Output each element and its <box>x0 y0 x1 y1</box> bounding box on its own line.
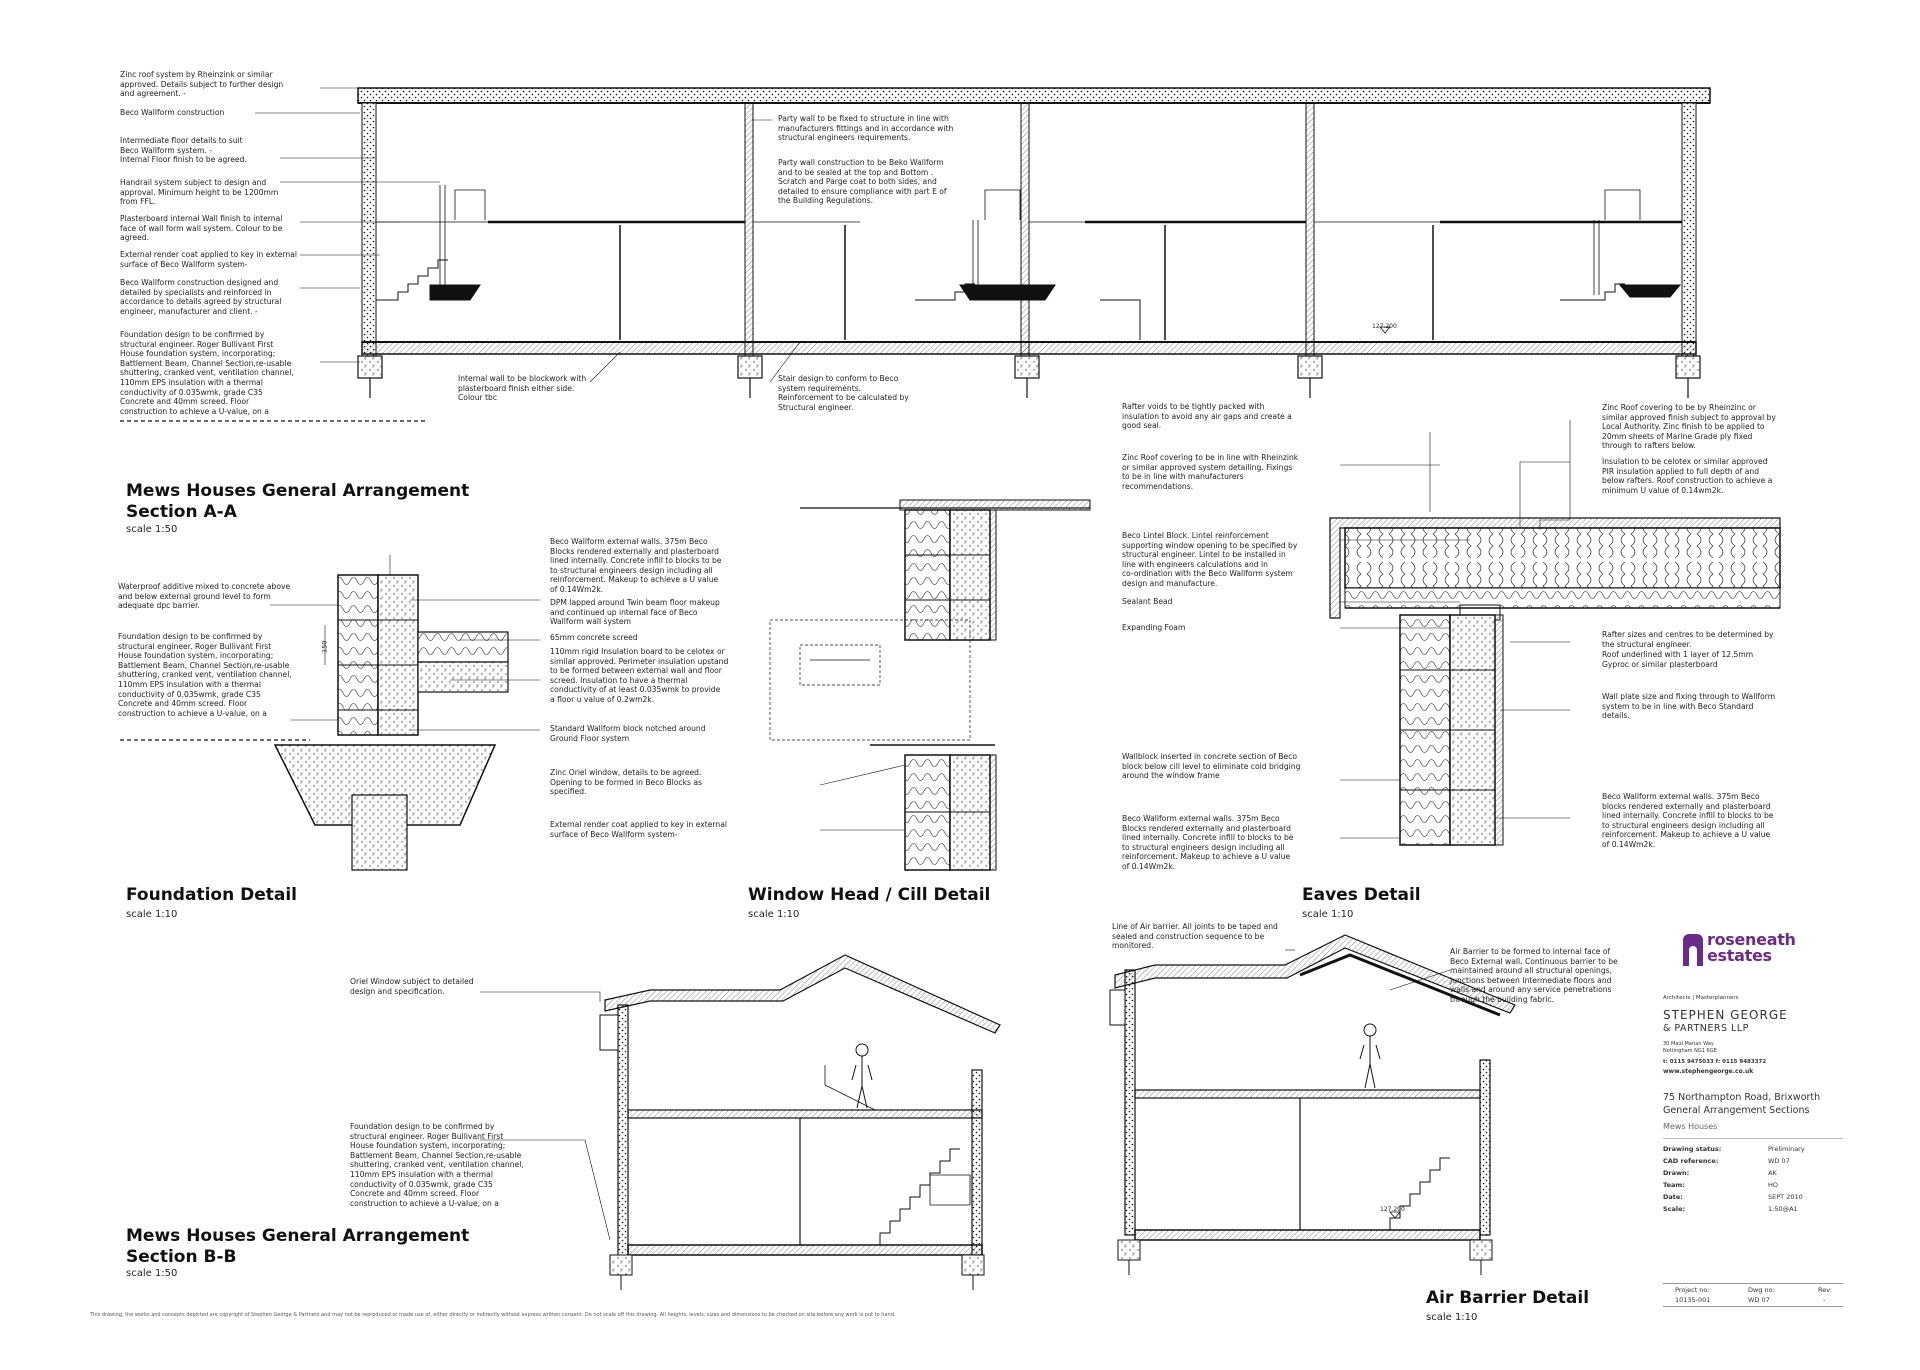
note-foundation-a: Foundation design to be confirmed by structural engineer. Roger Bullivant First House foundation system, incorporating; Battlement Beam, Channel Section,re-usable shuttering, cranked vent, ventilation channel, 110mm EPS insulation with a thermal conductivity of 0.035wmk, grade C35 Concrete and 40mm screed. Floor construction to achieve a U-value, on a <box>120 330 294 416</box>
firm-phone: t: 0115 9475033 f: 0115 9483372 <box>1663 1059 1767 1065</box>
client-logo <box>1683 930 1796 970</box>
note-oriel-window: Zinc Oriel window, details to be agreed. Opening to be formed in Beco Blocks as specified. <box>550 768 702 797</box>
client-logo-mark-cut <box>1689 946 1697 966</box>
note-rafter-voids: Rafter voids to be tightly packed with insulation to avoid any air gaps and create a good seal. <box>1122 402 1292 431</box>
copyright-footer: This drawing, the works and concepts depicted are copyright of Stephen George & Partners and may not be reproduced or made use of, either directly or indirectly without express written consent. Do not scale off this drawing. All heights, levels, sizes and dimensions to be checked on site before any work is put to hand. <box>90 1312 896 1318</box>
title-block <box>1655 925 1855 1310</box>
firm-name-1: STEPHEN GEORGE <box>1663 1008 1788 1022</box>
field-label: Drawn: <box>1663 1169 1690 1177</box>
note-wallblock-cill: Wallblock inserted in concrete section of Beco block below cill level to eliminate cold bridging around the window frame <box>1122 752 1301 781</box>
field-label: CAD reference: <box>1663 1157 1719 1165</box>
note-stair-design: Stair design to conform to Beco system requirements. Reinforcement to be calculated by Structural engineer. <box>778 374 909 412</box>
title-eaves-detail: Eaves Detail <box>1302 885 1421 905</box>
field-value: WD 07 <box>1768 1157 1790 1165</box>
note-sealant-bead: Sealant Bead <box>1122 597 1173 606</box>
title-air-barrier: Air Barrier Detail <box>1426 1288 1590 1308</box>
note-render-coat-w: External render coat applied to key in external surface of Beco Wallform system- <box>550 820 727 839</box>
note-expanding-foam: Expanding Foam <box>1122 623 1186 632</box>
client-logo-text-2: estates <box>1707 946 1772 965</box>
note-foundation-f: Foundation design to be confirmed by structural engineer. Roger Bullivant First House foundation system, incorporating; Battlement Beam, Channel Section,re-usable shuttering, cranked vent, ventilation channel, 110mm EPS insulation with a thermal conductivity of 0.035wmk, grade C35 Concrete and 40mm screed. Floor construction to achieve a U-value, on a <box>118 632 292 718</box>
rev-label: Rev: <box>1818 1286 1832 1294</box>
note-beco-external-walls-f: Beco Wallform external walls. 375m Beco Blocks rendered externally and plasterboard lined internally. Concrete infill to blocks to be to structural engineers design including all reinforcement. Makeup to achieve a U value of 0.14Wm2k. <box>550 537 722 594</box>
section-aa-drawing <box>358 88 1710 398</box>
note-party-wall-fix: Party wall to be fixed to structure in line with manufacturers fittings and in accordance with structural engineers requirements. <box>778 114 954 143</box>
scale-foundation-detail: scale 1:10 <box>126 909 178 920</box>
scale-section-bb: scale 1:50 <box>126 1268 178 1279</box>
title-section-bb: Mews Houses General Arrangement Section B-B <box>126 1226 470 1267</box>
field-label: Drawing status: <box>1663 1145 1722 1153</box>
dwg-no-value: WD 07 <box>1748 1296 1770 1304</box>
scale-window-detail: scale 1:10 <box>748 909 800 920</box>
scale-eaves-detail: scale 1:10 <box>1302 909 1354 920</box>
title-block-divider <box>1663 1138 1843 1139</box>
project-line-2: General Arrangement Sections <box>1663 1105 1810 1116</box>
note-screed: 65mm concrete screed <box>550 633 638 642</box>
firm-address-2: Nottingham NG1 6GE <box>1663 1048 1717 1054</box>
note-dpm: DPM lapped around Twin beam floor makeup and continued up internal face of Beco Wallform wall system <box>550 598 720 627</box>
note-oriel-window-b: Oriel Window subject to detailed design and specification. <box>350 977 474 996</box>
note-wall-plate: Wall plate size and fixing through to Wallform system to be in line with Beco Standard details. <box>1602 692 1776 721</box>
rev-value: - <box>1823 1296 1826 1304</box>
dimension-150: 150 <box>320 640 329 654</box>
note-party-wall-construction: Party wall construction to be Beko Wallform and to be sealed at the top and Bottom . Scratch and Parge coat to both sides, and detailed to ensure compliance with part E of the Building Regulations. <box>778 158 947 206</box>
field-value: AK <box>1768 1169 1777 1177</box>
field-value: SEPT 2010 <box>1768 1193 1803 1201</box>
field-label: Scale: <box>1663 1205 1686 1213</box>
firm-address-1: 30 Maid Marian Way <box>1663 1041 1714 1047</box>
field-value: HO <box>1768 1181 1779 1189</box>
note-plasterboard: Plasterboard internal Wall finish to internal face of wall form wall system. Colour to be agreed. <box>120 214 283 243</box>
note-beco-wallform: Beco Wallform construction <box>120 108 225 117</box>
project-no-label: Project no: <box>1675 1286 1710 1294</box>
note-zinc-covering: Zinc Roof covering to be in line with Rheinzink or similar approved system detailing. Fixings to be in line with manufacturers recommendations. <box>1122 453 1299 491</box>
field-label: Team: <box>1663 1181 1685 1189</box>
note-gyproc: Roof underlined with 1 layer of 12.5mm Gyproc or similar plasterboard <box>1602 650 1754 669</box>
dwg-no-label: Dwg no: <box>1748 1286 1775 1294</box>
note-zinc-rheinzinc: Zinc Roof covering to be by Rheinzinc or similar approved finish subject to approval by Local Authority. Zinc finish to be applied to 20mm sheets of Marine Grade ply fixed through to rafters below. <box>1602 403 1776 451</box>
arch-tagline: Architects | Masterplanners <box>1663 995 1739 1001</box>
note-handrail: Handrail system subject to design and approval. Minimum height to be 1200mm from FFL. <box>120 178 279 207</box>
project-line-3: Mews Houses <box>1663 1122 1718 1131</box>
note-rafter-sizes: Rafter sizes and centres to be determined by the structural engineer. <box>1602 630 1774 649</box>
field-value: 1:50@A1 <box>1768 1205 1798 1213</box>
note-standard-block: Standard Wallform block notched around Ground Floor system <box>550 724 706 743</box>
note-zinc-roof: Zinc roof system by Rheinzink or similar approved. Details subject to further design and agreement. - <box>120 70 284 99</box>
client-logo-text-1: roseneath <box>1707 930 1796 949</box>
note-beco-external-walls-e2: Beco Wallform external walls. 375m Beco blocks rendered externally and plasterboard lined internally. Concrete infill to blocks to be to structural engineers design including all reinforcement. Makeup to achieve a U value of 0.14Wm2k. <box>1602 792 1774 849</box>
foundation-detail-drawing <box>275 575 508 870</box>
scale-section-aa: scale 1:50 <box>126 524 178 535</box>
level-marker-a: 127.200 <box>1372 323 1397 330</box>
project-no-value: 10135-001 <box>1675 1296 1711 1304</box>
note-waterproof: Waterproof additive mixed to concrete above and below external ground level to form adequate dpc barrier. <box>118 582 291 611</box>
note-beco-external-walls-e: Beco Wallform external walls. 375m Beco Blocks rendered externally and plasterboard lined internally. Concrete infill to blocks to be to structural engineers design including all reinforcement. Makeup to achieve a U value of 0.14Wm2k. <box>1122 814 1294 871</box>
project-line-1: 75 Northampton Road, Brixworth <box>1663 1092 1821 1103</box>
note-intermediate-floor: Intermediate floor details to suit Beco Wallform system. - Internal Floor finish to be agreed. <box>120 136 247 165</box>
firm-name-2: & PARTNERS LLP <box>1663 1023 1749 1034</box>
note-foundation-b: Foundation design to be confirmed by structural engineer. Roger Bullivant First House foundation system, incorporating; Battlement Beam, Channel Section,re-usable shuttering, cranked vent, ventilation channel, 110mm EPS insulation with a thermal conductivity of 0.035wmk, grade C35 Concrete and 40mm screed. Floor construction to achieve a U-value, on a <box>350 1122 524 1208</box>
note-render-coat: External render coat applied to key in external surface of Beco Wallform system- <box>120 250 297 269</box>
note-air-barrier-internal: Air Barrier to be formed to internal face of Beco External wall. Continuous barrier to be maintained around all structural openings, Junctions between Intermediate floors and walls and around any service penetrations through the building fabric. <box>1450 947 1618 1004</box>
scale-air-barrier: scale 1:10 <box>1426 1312 1478 1323</box>
note-air-barrier-line: Line of Air barrier. All joints to be taped and sealed and construction sequence to be monitored. <box>1112 922 1278 951</box>
field-value: Preliminary <box>1768 1145 1805 1153</box>
title-window-detail: Window Head / Cill Detail <box>748 885 991 905</box>
level-marker-ab: 127.200 <box>1380 1206 1405 1213</box>
firm-website: www.stephengeorge.co.uk <box>1663 1068 1754 1075</box>
window-detail-drawing <box>770 500 1090 870</box>
note-wallform-design: Beco Wallform construction designed and detailed by specialists and reinforced in accordance to details agreed by structural engineer, manufacturer and client. - <box>120 278 282 316</box>
note-pir-insulation: Insulation to be celotex or similar approved PIR insulation applied to full depth of and below rafters. Roof construction to achieve a minimum U value of 0.14wm2k. <box>1602 457 1773 495</box>
note-lintel-block: Beco Lintel Block. Lintel reinforcement supporting window opening to be specified by structural engineer. Lintel to be installed in line with engineers calculations and in co-ordination with the Beco Wallform system design and manufacture. <box>1122 531 1298 588</box>
field-label: Date: <box>1663 1193 1683 1201</box>
title-section-aa: Mews Houses General Arrangement Section A-A <box>126 481 470 522</box>
note-rigid-insulation: 110mm rigid Insulation board to be celotex or similar approved. Perimeter insulation upstand to be formed between external wall and floor screed. Insulation to have a thermal conductivity of at least 0.035wmk to provide a floor u value of 0.2wm2k. <box>550 647 729 704</box>
section-bb-drawing <box>600 955 1000 1290</box>
note-internal-wall: Internal wall to be blockwork with plasterboard finish either side. Colour tbc <box>458 374 587 403</box>
title-foundation-detail: Foundation Detail <box>126 885 297 905</box>
project-number-box <box>1663 1283 1843 1307</box>
